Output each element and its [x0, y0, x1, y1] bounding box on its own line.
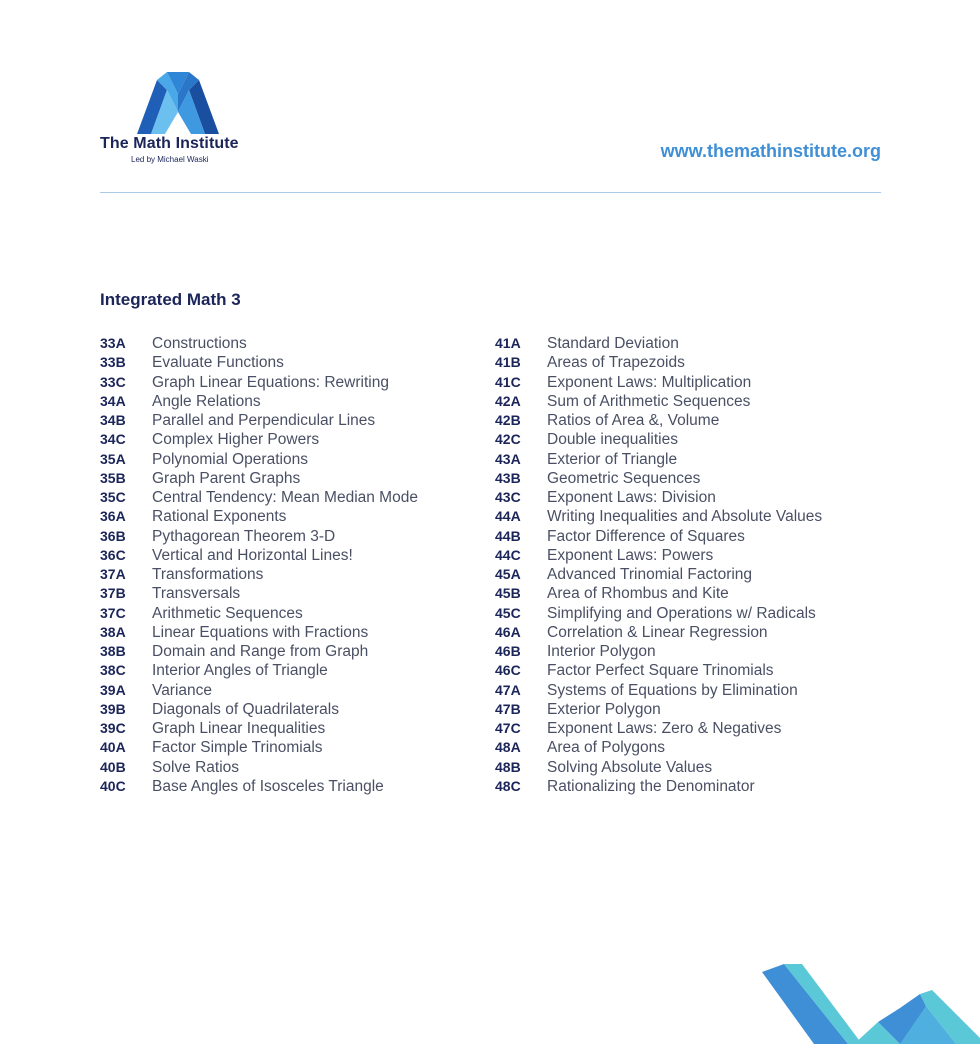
- lesson-topic: Double inequalities: [547, 431, 678, 449]
- lesson-code: 34C: [100, 431, 126, 448]
- lesson-topic: Complex Higher Powers: [152, 431, 320, 449]
- lesson-topic: Factor Difference of Squares: [547, 527, 745, 545]
- lesson-item: [100, 353, 418, 372]
- lesson-code: 34B: [100, 412, 126, 428]
- website-link[interactable]: www.themathinstitute.org: [660, 141, 881, 161]
- lesson-list-left: [100, 334, 418, 796]
- lesson-topic: Exponent Laws: Division: [547, 489, 716, 506]
- lesson-topic: Parallel and Perpendicular Lines: [152, 412, 376, 429]
- lesson-topic: Solving Absolute Values: [547, 758, 713, 776]
- lesson-item: [495, 488, 822, 507]
- lesson-item: [100, 681, 418, 700]
- lesson-code: 38A: [100, 623, 126, 640]
- lesson-topic: Domain and Range from Graph: [152, 643, 369, 660]
- lesson-code: 37C: [100, 604, 126, 621]
- lesson-code: 41C: [495, 373, 521, 390]
- lesson-topic: Transversals: [152, 585, 241, 603]
- lesson-item: [495, 430, 822, 449]
- lesson-list-right: [495, 334, 822, 796]
- lesson-topic: Ratios of Area &, Volume: [547, 412, 720, 429]
- lesson-code: 46C: [495, 662, 521, 679]
- lesson-code: 34A: [100, 392, 126, 409]
- lesson-topic: Area of Rhombus and Kite: [547, 585, 729, 603]
- lesson-item: [100, 604, 418, 623]
- lesson-code: 48A: [495, 739, 521, 756]
- lesson-item: [100, 488, 418, 507]
- lesson-item: [495, 719, 822, 738]
- lesson-code: 38B: [100, 643, 126, 659]
- lesson-code: 46B: [495, 643, 521, 659]
- lesson-code: 44A: [495, 508, 521, 525]
- lesson-item: [495, 353, 822, 372]
- lesson-item: [100, 584, 418, 603]
- lesson-topic: Diagonals of Quadrilaterals: [152, 700, 339, 718]
- lesson-code: 39C: [100, 720, 126, 736]
- lesson-code: 36C: [100, 546, 126, 563]
- lesson-item: [495, 546, 822, 565]
- lesson-item: [495, 392, 822, 411]
- lesson-item: [495, 642, 822, 661]
- lesson-topic: Areas of Trapezoids: [547, 354, 685, 372]
- lesson-code: 44C: [495, 546, 521, 563]
- lesson-item: [100, 758, 418, 777]
- lesson-code: 33C: [100, 373, 126, 390]
- lesson-item: [100, 700, 418, 719]
- lesson-topic: Variance: [152, 681, 213, 699]
- lesson-code: 45B: [495, 585, 521, 602]
- math-institute-logo-icon: [137, 72, 219, 134]
- lesson-code: 36A: [100, 508, 126, 525]
- lesson-topic: Geometric Sequences: [547, 469, 701, 487]
- lesson-item: [100, 430, 418, 449]
- lesson-topic: Arithmetic Sequences: [152, 604, 303, 622]
- brand-tagline: Led by Michael Waski: [131, 155, 209, 164]
- lesson-code: 45A: [495, 566, 521, 582]
- lesson-code: 39A: [100, 681, 126, 698]
- lesson-topic: Interior Angles of Triangle: [152, 662, 328, 680]
- lesson-topic: Exterior of Triangle: [547, 450, 678, 468]
- lesson-item: [495, 700, 822, 719]
- lesson-item: [100, 623, 418, 642]
- lesson-code: 36B: [100, 527, 126, 544]
- lesson-code: 39B: [100, 700, 126, 717]
- lesson-topic: Exponent Laws: Zero & Negatives: [547, 720, 782, 737]
- lesson-item: [495, 469, 822, 488]
- lesson-item: [100, 738, 418, 757]
- lesson-item: [100, 642, 418, 661]
- brand-name: The Math Institute: [100, 135, 239, 152]
- lesson-topic: Graph Parent Graphs: [152, 469, 301, 487]
- lesson-topic: Sum of Arithmetic Sequences: [547, 392, 751, 410]
- lesson-code: 47A: [495, 681, 521, 698]
- lesson-code: 42A: [495, 392, 521, 409]
- lesson-code: 40C: [100, 777, 126, 794]
- lesson-item: [495, 507, 822, 526]
- lesson-code: 43C: [495, 489, 521, 505]
- lesson-item: [495, 777, 822, 796]
- lesson-item: [495, 450, 822, 469]
- lesson-code: 37A: [100, 566, 126, 582]
- lesson-code: 33A: [100, 335, 126, 351]
- lesson-code: 35B: [100, 469, 126, 486]
- section-title: Integrated Math 3: [100, 290, 241, 309]
- lesson-topic: Rationalizing the Denominator: [547, 777, 755, 795]
- lesson-topic: Correlation & Linear Regression: [547, 623, 768, 641]
- lesson-item: [495, 661, 822, 680]
- lesson-topic: Graph Linear Equations: Rewriting: [152, 373, 389, 391]
- lesson-topic: Angle Relations: [152, 392, 261, 410]
- logo[interactable]: [100, 72, 265, 172]
- lesson-item: [495, 758, 822, 777]
- header-divider: [100, 192, 881, 193]
- lesson-item: [495, 334, 822, 353]
- lesson-topic: Linear Equations with Fractions: [152, 623, 369, 641]
- lesson-code: 35A: [100, 450, 126, 467]
- lesson-code: 47C: [495, 720, 521, 736]
- lesson-topic: Factor Perfect Square Trinomials: [547, 662, 774, 680]
- lesson-topic: Exponent Laws: Multiplication: [547, 373, 752, 391]
- lesson-code: 40B: [100, 758, 126, 775]
- lesson-item: [495, 411, 822, 430]
- lesson-item: [495, 584, 822, 603]
- lesson-code: 37B: [100, 585, 126, 602]
- lesson-topic: Systems of Equations by Elimination: [547, 681, 798, 699]
- lesson-topic: Interior Polygon: [547, 643, 656, 660]
- lesson-item: [100, 373, 418, 392]
- lesson-topic: Exponent Laws: Powers: [547, 546, 714, 564]
- lesson-code: 33B: [100, 354, 126, 371]
- lesson-topic: Central Tendency: Mean Median Mode: [152, 489, 418, 506]
- lesson-code: 41A: [495, 335, 521, 351]
- lesson-topic: Vertical and Horizontal Lines!: [152, 546, 353, 564]
- lesson-topic: Rational Exponents: [152, 508, 287, 526]
- lesson-code: 44B: [495, 527, 521, 544]
- lesson-item: [495, 623, 822, 642]
- lesson-code: 41B: [495, 354, 521, 371]
- lesson-code: 35C: [100, 489, 126, 505]
- lesson-topic: Constructions: [152, 335, 247, 352]
- lesson-topic: Exterior Polygon: [547, 700, 661, 718]
- lesson-topic: Simplifying and Operations w/ Radicals: [547, 604, 816, 622]
- lesson-topic: Transformations: [152, 566, 264, 583]
- lesson-item: [495, 565, 822, 584]
- lesson-item: [495, 527, 822, 546]
- lesson-item: [100, 546, 418, 565]
- lesson-item: [100, 334, 418, 353]
- lesson-code: 43B: [495, 469, 521, 486]
- lesson-item: [100, 469, 418, 488]
- lesson-code: 42C: [495, 431, 521, 448]
- lesson-item: [100, 527, 418, 546]
- lesson-item: [100, 411, 418, 430]
- lesson-code: 46A: [495, 623, 521, 640]
- lesson-code: 42B: [495, 412, 521, 428]
- lesson-item: [495, 604, 822, 623]
- lesson-item: [495, 373, 822, 392]
- lesson-code: 40A: [100, 739, 126, 756]
- lesson-code: 47B: [495, 700, 521, 717]
- lesson-topic: Polynomial Operations: [152, 450, 308, 468]
- lesson-item: [100, 719, 418, 738]
- lesson-topic: Area of Polygons: [547, 739, 666, 757]
- lesson-code: 38C: [100, 662, 126, 679]
- lesson-topic: Advanced Trinomial Factoring: [547, 566, 753, 583]
- lesson-item: [100, 661, 418, 680]
- corner-chevron-graphic: [750, 964, 980, 1044]
- lesson-topic: Factor Simple Trinomials: [152, 739, 323, 757]
- lesson-item: [100, 392, 418, 411]
- lesson-item: [100, 507, 418, 526]
- lesson-topic: Evaluate Functions: [152, 354, 284, 372]
- lesson-item: [100, 565, 418, 584]
- lesson-topic: Standard Deviation: [547, 335, 679, 352]
- lesson-item: [100, 450, 418, 469]
- lesson-topic: Solve Ratios: [152, 758, 240, 776]
- lesson-item: [495, 681, 822, 700]
- lesson-topic: Base Angles of Isosceles Triangle: [152, 777, 384, 795]
- lesson-topic: Pythagorean Theorem 3-D: [152, 527, 336, 545]
- lesson-item: [100, 777, 418, 796]
- lesson-item: [495, 738, 822, 757]
- lesson-code: 43A: [495, 450, 521, 467]
- lesson-topic: Graph Linear Inequalities: [152, 720, 326, 737]
- lesson-code: 45C: [495, 604, 521, 621]
- lesson-topic: Writing Inequalities and Absolute Values: [547, 508, 823, 526]
- lesson-code: 48C: [495, 777, 521, 794]
- lesson-code: 48B: [495, 758, 521, 775]
